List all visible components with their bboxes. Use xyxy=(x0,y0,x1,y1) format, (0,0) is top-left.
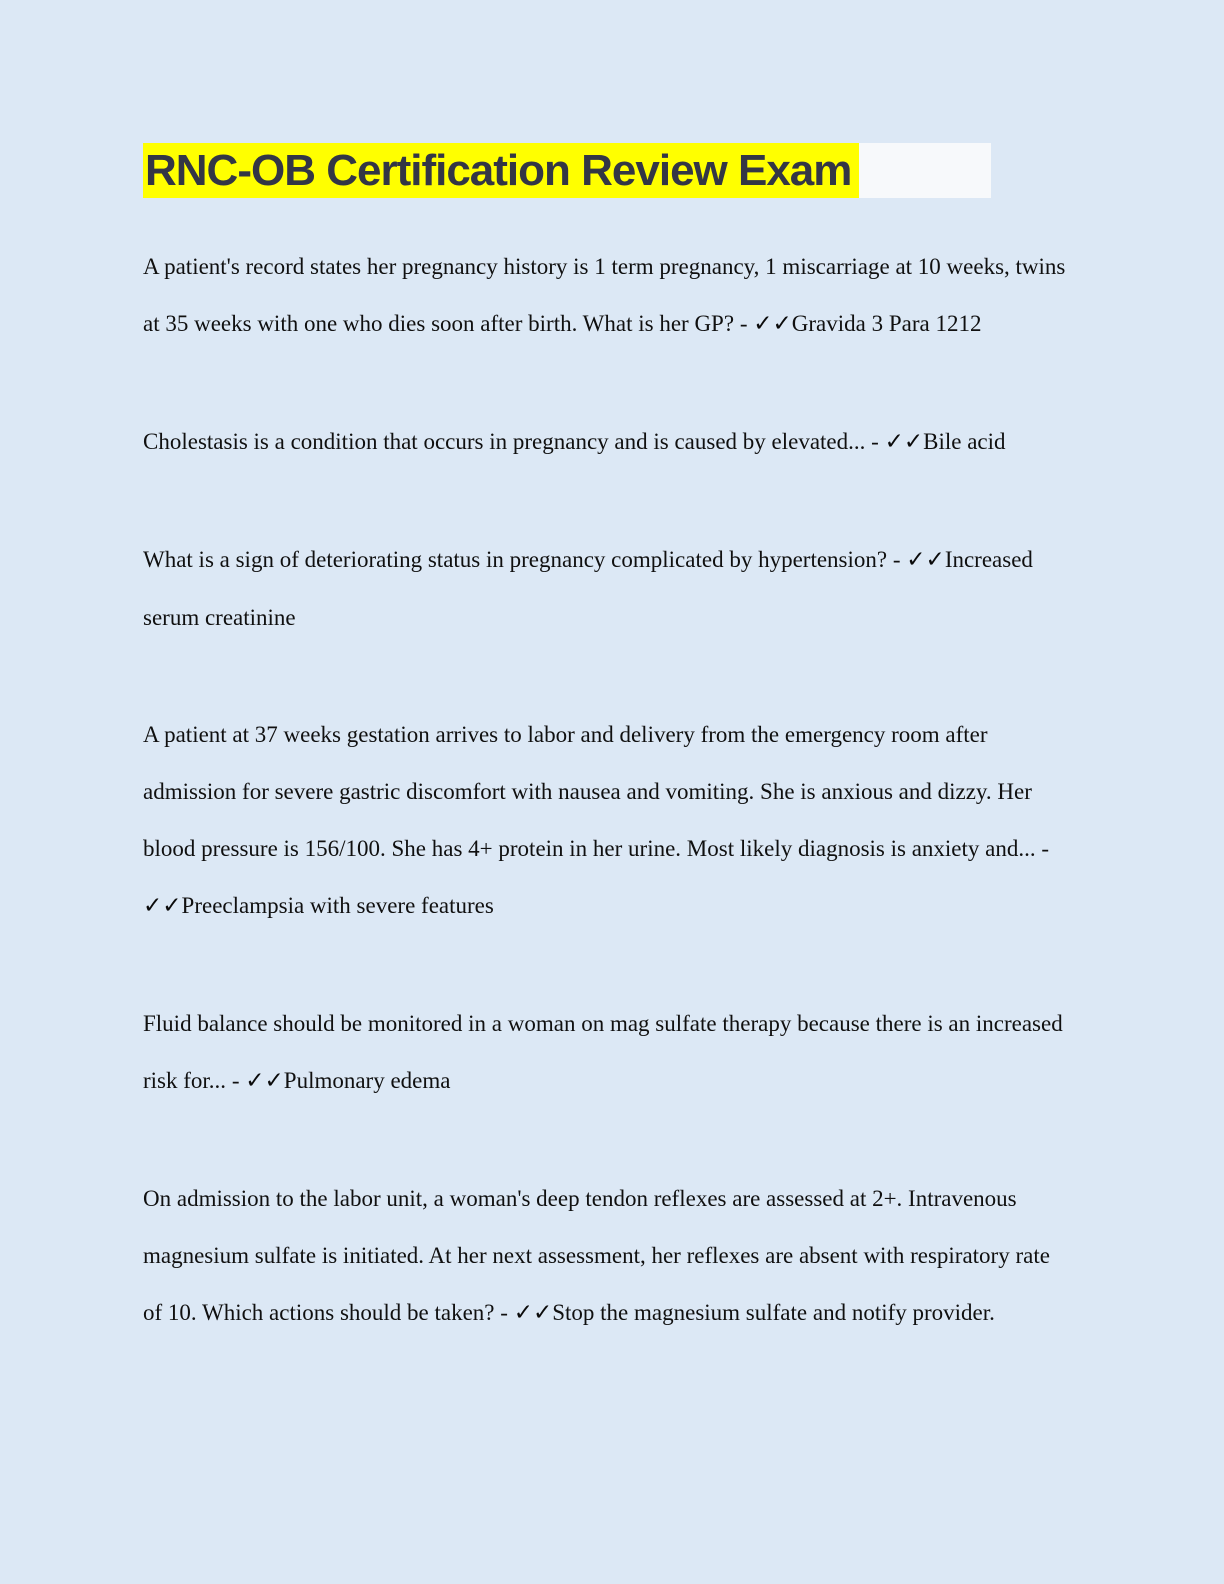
page-title: RNC-OB Certification Review Exam xyxy=(143,143,859,198)
answer-text: Stop the magnesium sulfate and notify provider. xyxy=(552,1300,995,1325)
answer-text: Preeclampsia with severe features xyxy=(181,893,494,918)
checkmark-icon: ✓✓ xyxy=(143,893,182,919)
qa-item xyxy=(143,995,1072,1110)
answer-text: Increased serum creatinine xyxy=(143,547,1033,630)
checkmark-icon: ✓✓ xyxy=(906,547,945,573)
question-text: A patient's record states her pregnancy history is 1 term pregnancy, 1 miscarriage at 10 weeks, twins at 35 weeks with one who dies soon after birth. What is her GP? xyxy=(143,254,1066,336)
qa-item xyxy=(143,413,1072,471)
answer-text: Gravida 3 Para 1212 xyxy=(791,311,982,336)
answer-separator: - xyxy=(1035,836,1050,861)
title-highlight-spacer xyxy=(859,143,991,198)
qa-item xyxy=(143,238,1072,353)
answer-text: Bile acid xyxy=(923,429,1006,454)
question-text: What is a sign of deteriorating status in pregnancy complicated by hypertension? xyxy=(143,547,888,572)
qa-item xyxy=(143,706,1072,935)
checkmark-icon: ✓✓ xyxy=(753,311,792,337)
answer-separator: - xyxy=(865,429,885,454)
question-text: Fluid balance should be monitored in a woman on mag sulfate therapy because there is an increased risk for... xyxy=(143,1011,1063,1093)
answer-separator: - xyxy=(494,1300,514,1325)
checkmark-icon: ✓✓ xyxy=(884,429,924,455)
answer-text: Pulmonary edema xyxy=(283,1068,451,1093)
question-text: On admission to the labor unit, a woman's deep tendon reflexes are assessed at 2+. Intravenous magnesium sulfate is initiated. At her next assessment, her reflexes are absent with respiratory rate of 10. Which actions should be taken? xyxy=(143,1186,1050,1325)
question-text: A patient at 37 weeks gestation arrives to labor and delivery from the emergency room after admission for severe gastric discomfort with nausea and vomiting. She is anxious and dizzy. Her blood pressure is 156/100. She has 4+ protein in her urine. Most likely diagnosis is anxiety and... xyxy=(143,722,1036,861)
checkmark-icon: ✓✓ xyxy=(513,1300,553,1326)
answer-separator: - xyxy=(887,547,907,572)
question-text: Cholestasis is a condition that occurs in pregnancy and is caused by elevated... xyxy=(143,429,866,454)
qa-item xyxy=(143,531,1072,646)
answer-separator: - xyxy=(226,1068,246,1093)
answer-separator: - xyxy=(734,311,754,336)
title-row xyxy=(143,143,1072,198)
checkmark-icon: ✓✓ xyxy=(245,1068,284,1094)
qa-item xyxy=(143,1170,1072,1342)
